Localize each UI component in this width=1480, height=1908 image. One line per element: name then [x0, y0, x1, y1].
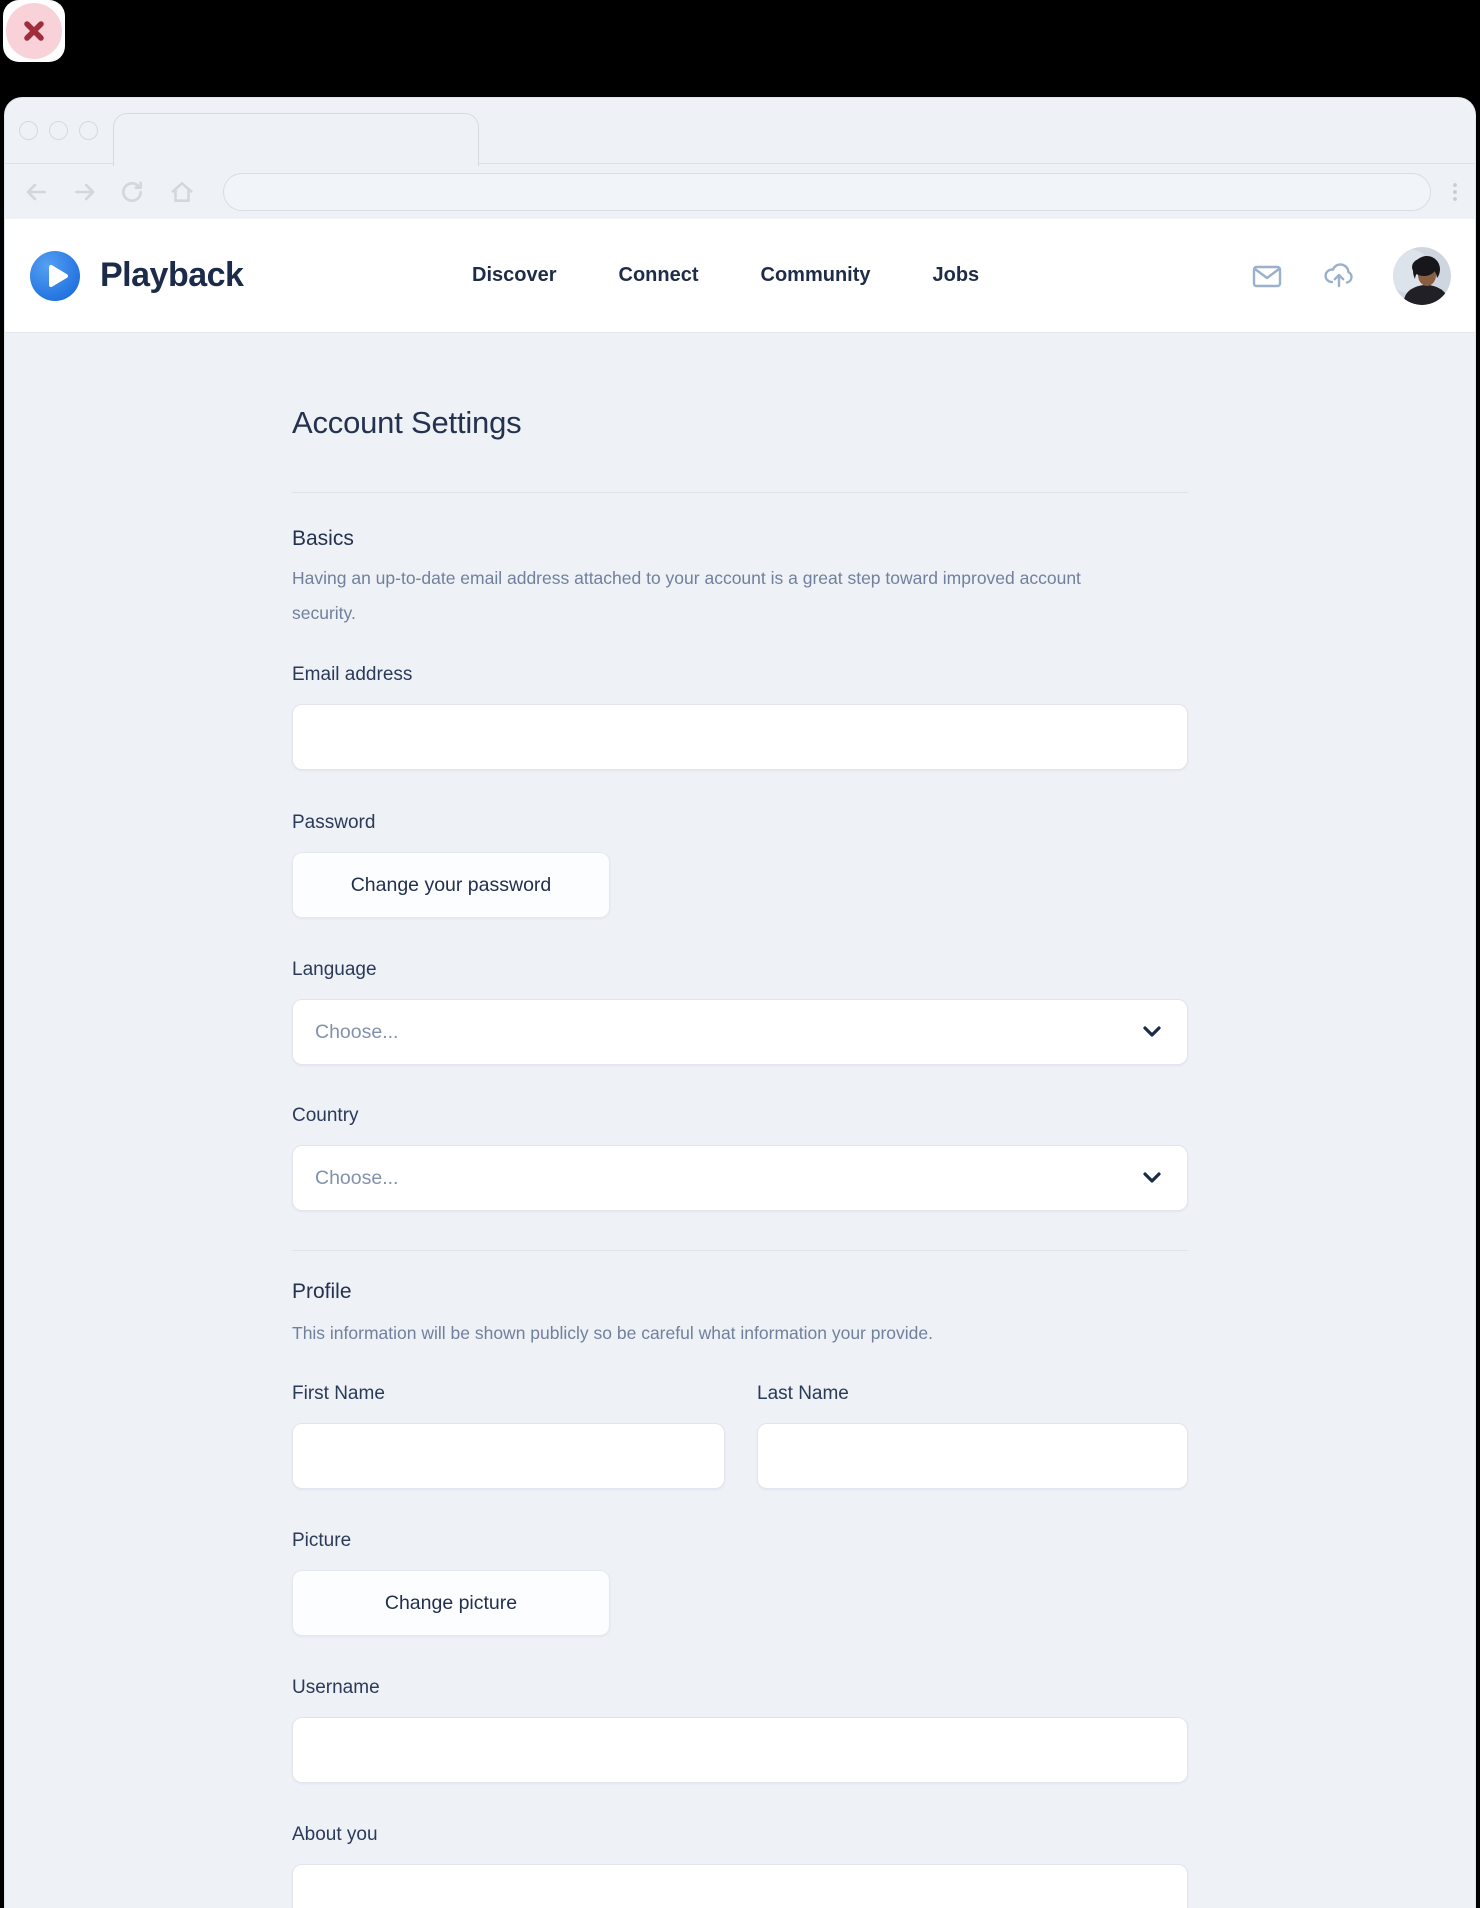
first-name-label: First Name: [292, 1383, 385, 1404]
change-picture-button[interactable]: Change picture: [292, 1570, 610, 1636]
country-select[interactable]: [292, 1145, 1188, 1211]
browser-tabstrip: [5, 98, 1475, 164]
change-password-button[interactable]: Change your password: [292, 852, 610, 918]
window-close-button[interactable]: [3, 0, 65, 62]
last-name-field[interactable]: [757, 1423, 1188, 1489]
back-icon[interactable]: [23, 179, 49, 205]
password-label: Password: [292, 812, 376, 833]
window-controls[interactable]: [19, 121, 98, 140]
header-actions: [1249, 219, 1451, 332]
username-label: Username: [292, 1677, 380, 1698]
first-name-field[interactable]: [292, 1423, 725, 1489]
window-control-dot[interactable]: [79, 121, 98, 140]
chevron-down-icon: [1143, 1171, 1161, 1183]
profile-heading: Profile: [292, 1280, 352, 1303]
nav-item-discover[interactable]: Discover: [472, 264, 557, 286]
about-field[interactable]: [292, 1864, 1188, 1908]
browser-toolbar: [5, 164, 1475, 219]
profile-description: This information will be shown publicly so be careful what information your provide.: [292, 1323, 933, 1343]
language-select[interactable]: [292, 999, 1188, 1065]
country-label: Country: [292, 1105, 359, 1126]
last-name-label: Last Name: [757, 1383, 849, 1404]
reload-icon[interactable]: [119, 179, 145, 205]
divider: [292, 1250, 1188, 1251]
forward-icon[interactable]: [72, 179, 98, 205]
playback-logo-icon: [30, 251, 80, 301]
divider: [292, 492, 1188, 493]
home-icon[interactable]: [169, 179, 195, 205]
nav-item-community[interactable]: Community: [760, 264, 871, 286]
brand-name: Playback: [100, 256, 244, 294]
page-title: Account Settings: [292, 405, 522, 440]
brand[interactable]: [30, 219, 243, 332]
browser-window: [4, 97, 1476, 1908]
user-avatar[interactable]: [1393, 247, 1451, 305]
about-label: About you: [292, 1824, 378, 1845]
basics-description: Having an up-to-date email address attached to your account is a great step toward improved account security.: [292, 568, 1081, 623]
browser-tab[interactable]: [113, 113, 479, 166]
language-label: Language: [292, 959, 377, 980]
close-icon: [6, 3, 62, 59]
address-bar[interactable]: [223, 173, 1431, 211]
browser-menu-icon[interactable]: [1445, 179, 1465, 205]
email-label: Email address: [292, 664, 413, 685]
nav-item-jobs[interactable]: Jobs: [932, 264, 980, 286]
upload-icon[interactable]: [1321, 258, 1357, 294]
username-field[interactable]: [292, 1717, 1188, 1783]
site-header: [5, 219, 1475, 333]
email-field[interactable]: [292, 704, 1188, 770]
basics-heading: Basics: [292, 527, 354, 550]
country-placeholder: Choose...: [315, 1166, 399, 1189]
language-placeholder: Choose...: [315, 1020, 399, 1043]
page-content: [5, 333, 1475, 1908]
picture-label: Picture: [292, 1530, 352, 1551]
window-control-dot[interactable]: [19, 121, 38, 140]
nav-item-connect[interactable]: Connect: [618, 264, 699, 286]
main-nav: [472, 219, 979, 332]
mail-icon[interactable]: [1249, 258, 1285, 294]
chevron-down-icon: [1143, 1025, 1161, 1037]
window-control-dot[interactable]: [49, 121, 68, 140]
